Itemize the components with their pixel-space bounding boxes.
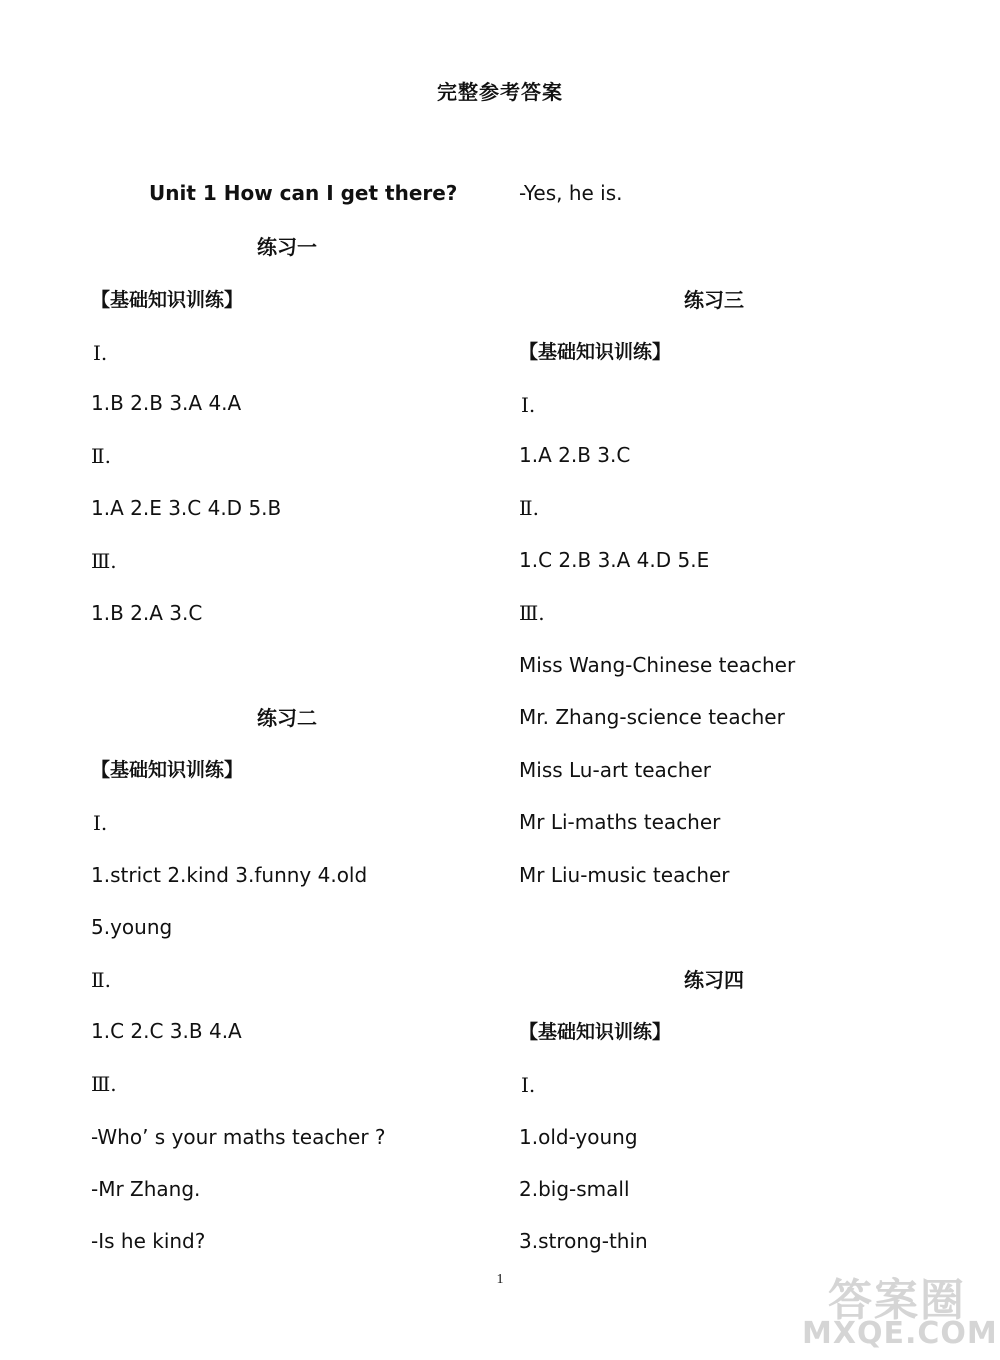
exercise-1-part-1-label: Ⅰ. — [93, 341, 108, 365]
exercise-4-part-1-label: Ⅰ. — [521, 1073, 536, 1097]
exercise-1-heading: 练习一 — [257, 235, 317, 259]
exercise-3-part-2-label: Ⅱ. — [519, 496, 539, 520]
exercise-2-part-3-label: Ⅲ. — [91, 1072, 117, 1096]
exercise-4-heading: 练习四 — [684, 968, 744, 992]
exercise-1-part-2-label: Ⅱ. — [91, 444, 111, 468]
watermark-logo — [802, 1264, 998, 1354]
exercise-3-section-label: 【基础知识训练】 — [519, 341, 672, 363]
match-line-4: Mr Li-maths teacher — [519, 810, 721, 834]
match-line-5: Mr Liu-music teacher — [519, 863, 730, 887]
exercise-3-part-2-answers: 1.C 2.B 3.A 4.D 5.E — [519, 548, 710, 572]
exercise-4-section-label: 【基础知识训练】 — [519, 1021, 672, 1043]
match-line-2: Mr. Zhang-science teacher — [519, 705, 785, 729]
opposite-line-3: 3.strong-thin — [519, 1229, 648, 1253]
watermark-logo-text: 答案圈 — [828, 1275, 966, 1326]
watermark-domain-text: MXQE.COM — [802, 1316, 998, 1351]
exercise-2-part-1-answers-cont: 5.young — [91, 915, 173, 939]
exercise-1-part-3-label: Ⅲ. — [91, 549, 117, 573]
opposite-line-1: 1.old-young — [519, 1125, 638, 1149]
exercise-2-part-2-answers: 1.C 2.C 3.B 4.A — [91, 1019, 242, 1043]
exercise-1-part-2-answers: 1.A 2.E 3.C 4.D 5.B — [91, 496, 282, 520]
exercise-2-section-label: 【基础知识训练】 — [91, 759, 244, 781]
match-line-1: Miss Wang-Chinese teacher — [519, 653, 796, 677]
unit-title: Unit 1 How can I get there? — [149, 181, 458, 205]
exercise-1-section-label: 【基础知识训练】 — [91, 289, 244, 311]
exercise-1-part-1-answers: 1.B 2.B 3.A 4.A — [91, 391, 242, 415]
dialogue-line-2: -Mr Zhang. — [91, 1177, 201, 1201]
exercise-2-heading: 练习二 — [257, 706, 317, 730]
dialogue-line-3: -Is he kind? — [91, 1229, 206, 1253]
exercise-3-part-1-answers: 1.A 2.B 3.C — [519, 443, 631, 467]
page-title: 完整参考答案 — [437, 80, 563, 104]
exercise-1-part-3-answers: 1.B 2.A 3.C — [91, 601, 203, 625]
exercise-3-part-3-label: Ⅲ. — [519, 601, 545, 625]
exercise-3-heading: 练习三 — [684, 288, 744, 312]
exercise-2-part-2-label: Ⅱ. — [91, 968, 111, 992]
match-line-3: Miss Lu-art teacher — [519, 758, 711, 782]
opposite-line-2: 2.big-small — [519, 1177, 630, 1201]
exercise-2-part-1-label: Ⅰ. — [93, 811, 108, 835]
exercise-2-part-1-answers: 1.strict 2.kind 3.funny 4.old — [91, 863, 368, 887]
exercise-3-part-1-label: Ⅰ. — [521, 393, 536, 417]
dialogue-line-1: -Who’ s your maths teacher ? — [91, 1125, 386, 1149]
dialogue-line-4: -Yes, he is. — [519, 181, 623, 205]
page-number: 1 — [496, 1272, 504, 1287]
